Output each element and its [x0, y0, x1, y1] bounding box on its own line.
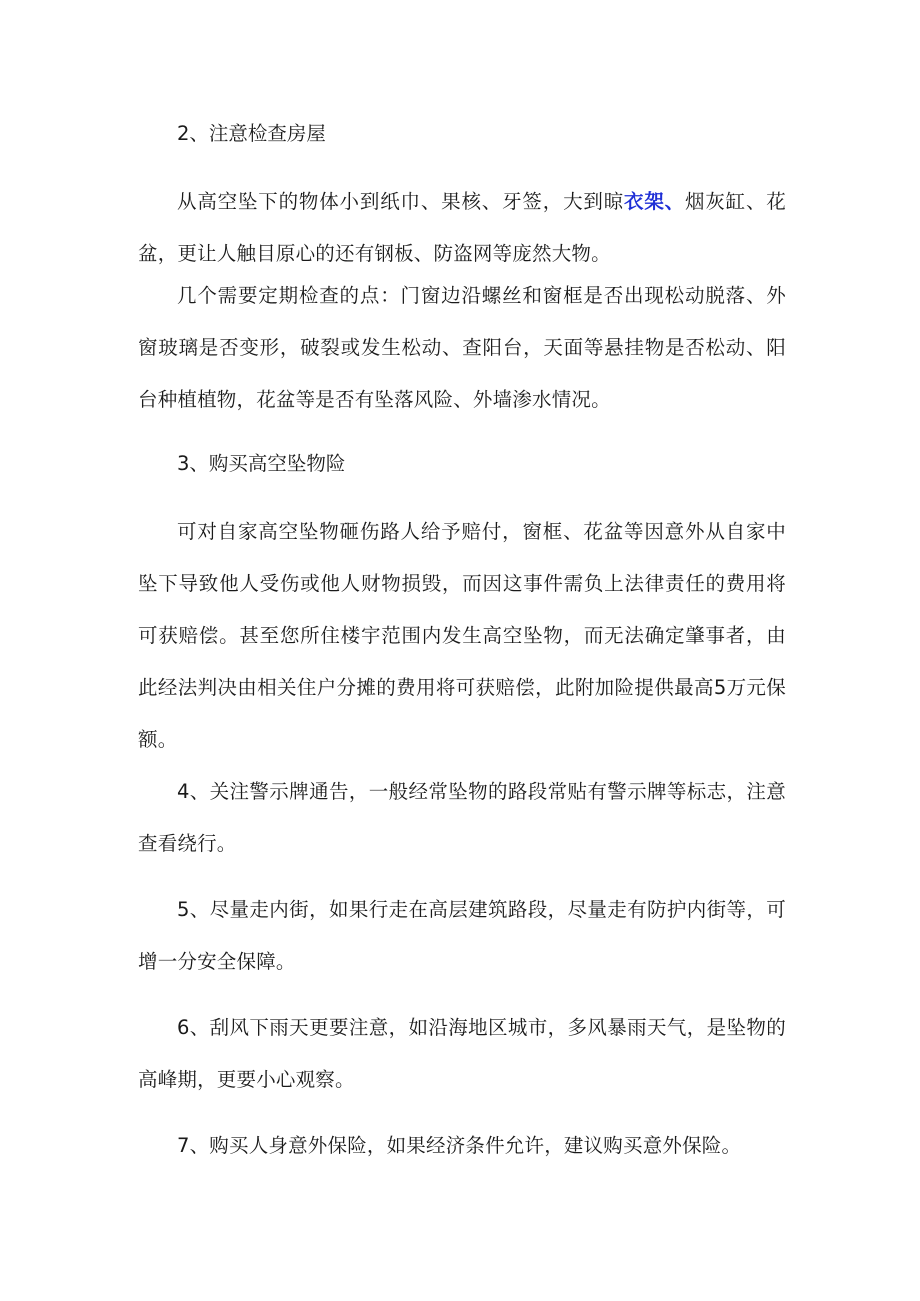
- section-2-heading: 2、注意检查房屋: [177, 122, 326, 145]
- tip-5-paragraph: 5、尽量走内街，如果行走在高层建筑路段，尽量走有防护内街等，可增一分安全保障。: [138, 898, 786, 973]
- clothes-hanger-link[interactable]: 衣架、: [624, 190, 686, 213]
- falling-objects-text-start: 从高空坠下的物体小到纸巾、果核、牙签，大到晾: [177, 190, 625, 213]
- section-3-heading: 3、购买高空坠物险: [177, 452, 346, 475]
- falling-objects-text-end: 烟灰缸、花盆，更让人触目原心的还有钢板、防盗网等庞然大物。: [138, 190, 786, 265]
- tip-7-paragraph: 7、购买人身意外保险，如果经济条件允许，建议购买意外保险。: [177, 1134, 742, 1157]
- inspection-points-paragraph: 几个需要定期检查的点：门窗边沿螺丝和窗框是否出现松动脱落、外窗玻璃是否变形，破裂或发生松动、查阳台，天面等悬挂物是否松动、阳台种植植物，花盆等是否有坠落风险、外墙渗水情况。: [138, 284, 786, 411]
- falling-object-insurance-paragraph: 可对自家高空坠物砸伤路人给予赔付，窗框、花盆等因意外从自家中坠下导致他人受伤或他人财物损毁，而因这事件需负上法律责任的费用将可获赔偿。甚至您所住楼宇范围内发生高空坠物，而无法确定肇事者，由此经法判决由相关住户分摊的费用将可获赔偿，此附加险提供最高5万元保额。: [138, 520, 786, 751]
- falling-objects-paragraph: [138, 176, 786, 280]
- tip-4-paragraph: 4、关注警示牌通告，一般经常坠物的路段常贴有警示牌等标志，注意查看绕行。: [138, 780, 786, 855]
- tip-6-paragraph: 6、刮风下雨天更要注意，如沿海地区城市，多风暴雨天气，是坠物的高峰期，更要小心观察。: [138, 1016, 786, 1091]
